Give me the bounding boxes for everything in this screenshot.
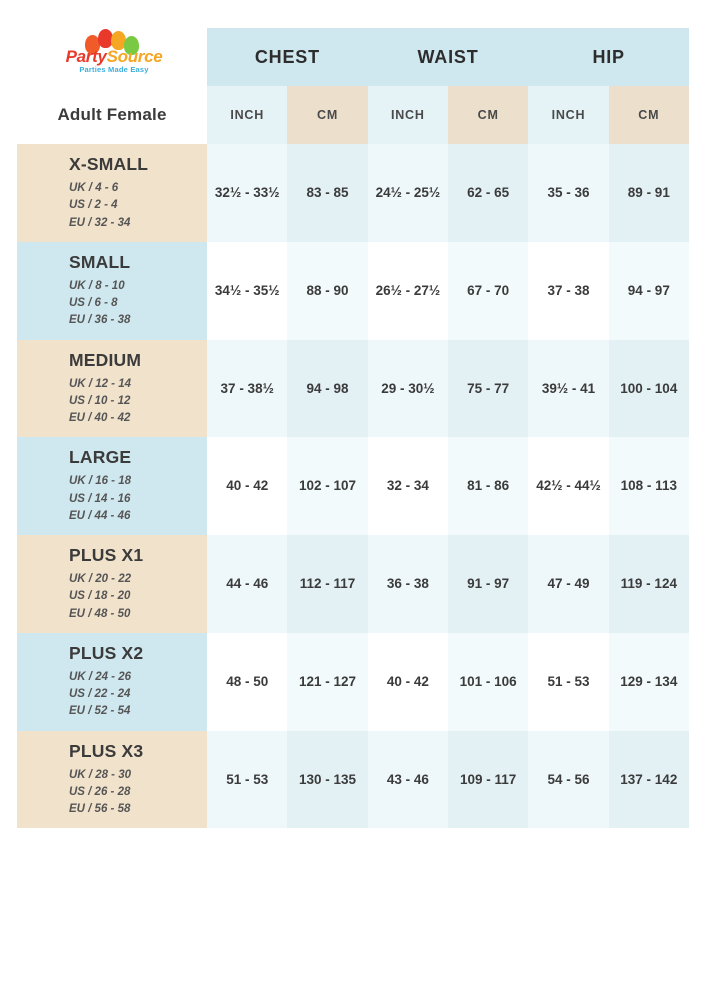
- size-name: X-SMALL: [69, 154, 149, 174]
- size-eu: EU / 44 - 46: [69, 509, 131, 522]
- cell-waist-cm: 101 - 106: [448, 633, 528, 731]
- cell-chest-inch: 37 - 38½: [207, 340, 287, 438]
- size-eu: EU / 36 - 38: [69, 314, 131, 327]
- unit-header-hip-cm: CM: [609, 86, 689, 144]
- group-header-waist: WAIST: [368, 28, 529, 86]
- size-us: US / 18 - 20: [69, 590, 131, 603]
- cell-hip-cm: 119 - 124: [609, 535, 689, 633]
- logo: [39, 31, 189, 83]
- cell-waist-cm: 62 - 65: [448, 144, 528, 242]
- row-size-label: [17, 242, 207, 340]
- cell-hip-cm: 129 - 134: [609, 633, 689, 731]
- cell-waist-inch: 32 - 34: [368, 437, 448, 535]
- cell-chest-inch: 51 - 53: [207, 731, 287, 829]
- size-name: PLUS X3: [69, 740, 144, 761]
- size-uk: UK / 20 - 22: [69, 573, 131, 585]
- cell-hip-inch: 35 - 36: [528, 144, 608, 242]
- size-eu: EU / 32 - 34: [69, 216, 131, 229]
- subject-label: Adult Female: [17, 86, 207, 144]
- size-uk: UK / 12 - 14: [69, 377, 131, 390]
- size-eu: EU / 52 - 54: [69, 705, 131, 718]
- row-size-label: [17, 437, 207, 535]
- unit-header-chest-cm: CM: [287, 86, 367, 144]
- cell-waist-inch: 26½ - 27½: [368, 242, 448, 340]
- size-name: SMALL: [69, 251, 131, 272]
- cell-waist-cm: 91 - 97: [448, 535, 528, 633]
- size-us: US / 14 - 16: [69, 492, 131, 505]
- unit-header-waist-inch: INCH: [368, 86, 448, 144]
- brand-name-part1: Party: [65, 47, 107, 66]
- cell-hip-inch: 54 - 56: [528, 731, 608, 829]
- cell-hip-inch: 42½ - 44½: [528, 437, 608, 535]
- table-row: [17, 340, 689, 438]
- cell-waist-inch: 43 - 46: [368, 731, 448, 829]
- cell-waist-cm: 75 - 77: [448, 340, 528, 438]
- brand-name: [39, 47, 189, 67]
- cell-hip-inch: 39½ - 41: [528, 340, 608, 438]
- size-name: LARGE: [69, 447, 132, 468]
- cell-chest-cm: 88 - 90: [287, 242, 367, 340]
- cell-waist-cm: 67 - 70: [448, 242, 528, 340]
- row-size-label: [17, 633, 207, 731]
- size-uk: UK / 8 - 10: [69, 279, 125, 292]
- size-name: PLUS X2: [69, 642, 144, 663]
- size-us: US / 2 - 4: [69, 199, 118, 212]
- size-uk: UK / 28 - 30: [69, 768, 131, 781]
- cell-chest-cm: 112 - 117: [287, 535, 367, 633]
- cell-waist-cm: 109 - 117: [448, 731, 528, 829]
- table-row: [17, 437, 689, 535]
- table-row: [17, 242, 689, 340]
- cell-hip-cm: 94 - 97: [609, 242, 689, 340]
- table-row: [17, 633, 689, 731]
- table-header-units: [17, 86, 689, 144]
- cell-hip-inch: 51 - 53: [528, 633, 608, 731]
- table-row: [17, 731, 689, 829]
- unit-header-chest-inch: INCH: [207, 86, 287, 144]
- size-uk: UK / 4 - 6: [69, 182, 119, 194]
- cell-chest-cm: 102 - 107: [287, 437, 367, 535]
- cell-chest-cm: 83 - 85: [287, 144, 367, 242]
- cell-chest-inch: 44 - 46: [207, 535, 287, 633]
- size-us: US / 10 - 12: [69, 394, 131, 407]
- cell-waist-cm: 81 - 86: [448, 437, 528, 535]
- cell-chest-cm: 121 - 127: [287, 633, 367, 731]
- unit-header-hip-inch: INCH: [528, 86, 608, 144]
- cell-chest-cm: 94 - 98: [287, 340, 367, 438]
- unit-header-waist-cm: CM: [448, 86, 528, 144]
- cell-hip-inch: 47 - 49: [528, 535, 608, 633]
- brand-logo: [17, 28, 207, 86]
- size-chart-table: [17, 28, 689, 828]
- row-size-label: [17, 731, 207, 829]
- size-name: PLUS X1: [69, 545, 144, 565]
- row-size-label: [17, 144, 207, 242]
- cell-waist-inch: 24½ - 25½: [368, 144, 448, 242]
- group-header-hip: HIP: [528, 28, 689, 86]
- cell-waist-inch: 40 - 42: [368, 633, 448, 731]
- cell-chest-inch: 32½ - 33½: [207, 144, 287, 242]
- table-header-groups: [17, 28, 689, 86]
- brand-tagline: Parties Made Easy: [79, 65, 149, 74]
- size-us: US / 6 - 8: [69, 297, 118, 309]
- cell-waist-inch: 29 - 30½: [368, 340, 448, 438]
- cell-hip-cm: 108 - 113: [609, 437, 689, 535]
- size-us: US / 26 - 28: [69, 785, 131, 798]
- cell-waist-inch: 36 - 38: [368, 535, 448, 633]
- cell-hip-cm: 100 - 104: [609, 340, 689, 438]
- size-eu: EU / 56 - 58: [69, 803, 131, 815]
- cell-hip-inch: 37 - 38: [528, 242, 608, 340]
- cell-chest-inch: 34½ - 35½: [207, 242, 287, 340]
- size-uk: UK / 16 - 18: [69, 475, 131, 488]
- cell-chest-inch: 40 - 42: [207, 437, 287, 535]
- size-us: US / 22 - 24: [69, 688, 131, 700]
- row-size-label: [17, 340, 207, 438]
- cell-chest-inch: 48 - 50: [207, 633, 287, 731]
- cell-hip-cm: 89 - 91: [609, 144, 689, 242]
- size-eu: EU / 48 - 50: [69, 607, 131, 620]
- table-row: [17, 535, 689, 633]
- brand-name-part2: Source: [106, 47, 163, 66]
- table-row: [17, 144, 689, 242]
- size-eu: EU / 40 - 42: [69, 412, 131, 424]
- cell-chest-cm: 130 - 135: [287, 731, 367, 829]
- row-size-label: [17, 535, 207, 633]
- group-header-chest: CHEST: [207, 28, 368, 86]
- size-uk: UK / 24 - 26: [69, 670, 131, 683]
- cell-hip-cm: 137 - 142: [609, 731, 689, 829]
- size-name: MEDIUM: [69, 349, 142, 370]
